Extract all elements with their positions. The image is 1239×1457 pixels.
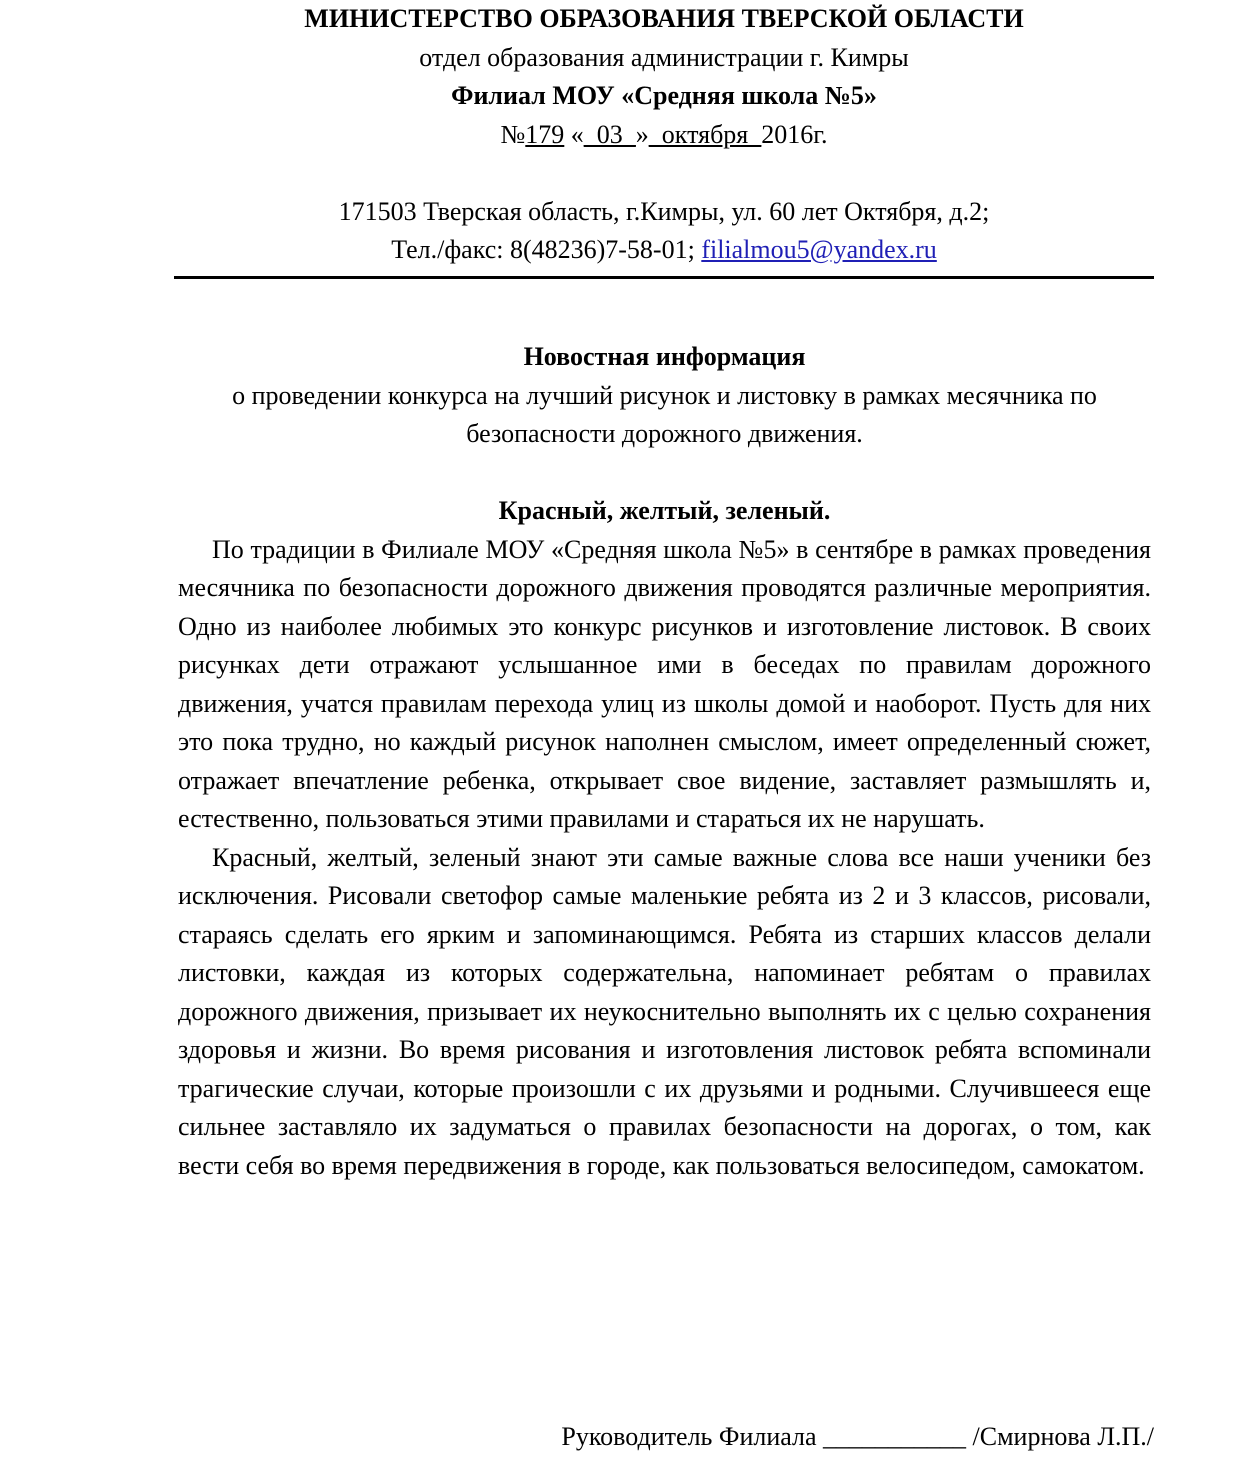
contacts [176,231,1152,270]
department-name: отдел образования администрации г. Кимры [419,42,909,72]
date-close-quote: » [635,119,649,149]
header-divider [174,276,1154,279]
ministry-name: МИНИСТЕРСТВО ОБРАЗОВАНИЯ ТВЕРСКОЙ ОБЛАСТИ [304,4,1024,33]
article-paragraph-2: Красный, желтый, зеленый знают эти самые важные слова все наши ученики без исключения. Рисовали светофор самые маленькие ребята из 2 и 3 классов, рисовали, стараясь сделать его ярким и запоминающимся. Ребята из старших классов делали листовки, каждая из которых содержательна, напоминает ребятам о правилах дорожного движения, призывает их неукоснительно выполнять их с целью сохранения здоровья и жизни. Во время рисования и изготовления листовок ребята вспоминали трагические случаи, которые произошли с их друзьями и родными. Случившееся еще сильнее заставляло их задуматься о правилах безопасности на дорогах, о том, как вести себя во время передвижения в городе, как пользоваться велосипедом, самокатом. [178,842,1151,1180]
date-year: 2016г. [761,119,828,149]
doc-number-prefix: № [500,119,526,149]
address: 171503 Тверская область, г.Кимры, ул. 60 лет Октября, д.2; [338,196,990,226]
letterhead [176,0,1152,270]
branch-name: Филиал МОУ «Средняя школа №5» [451,81,877,110]
article [178,338,1151,1185]
phone-fax: Тел./факс: 8(48236)7-58-01; [391,235,702,264]
article-heading: Новостная информация [523,342,806,371]
article-title: Красный, желтый, зеленый. [498,496,831,525]
signature-line: Руководитель Филиала ___________ /Смирнова Л.П./ [561,1422,1154,1451]
doc-number: 179 [525,119,565,149]
article-spacer [178,454,1151,493]
letterhead-spacer [176,154,1152,193]
date-day: _03_ [583,119,636,149]
article-paragraph-1: По традиции в Филиале МОУ «Средняя школа №5» в сентябре в рамках проведения месячника по безопасности дорожного движения проводятся различные мероприятия. Одно из наиболее любимых это конкурс рисунков и изготовление листовок. В своих рисунках дети отражают услышанное ими в беседах по правилам дорожного движения, учатся правилам перехода улиц из школы домой и наоборот. Пусть для них это пока трудно, но каждый рисунок наполнен смыслом, имеет определенный сюжет, отражает впечатление ребенка, открывает свое видение, заставляет размышлять и, естественно, пользоваться этими правилами и стараться их не нарушать. [178,534,1151,833]
date-open-quote: « [564,119,584,149]
document-number-date [176,116,1152,155]
email-link[interactable]: filialmou5@yandex.ru [701,235,937,264]
date-month: _октября_ [648,119,762,149]
article-subheading: о проведении конкурса на лучший рисунок и листовку в рамках месячника по безопасности дорожного движения. [232,380,1097,448]
